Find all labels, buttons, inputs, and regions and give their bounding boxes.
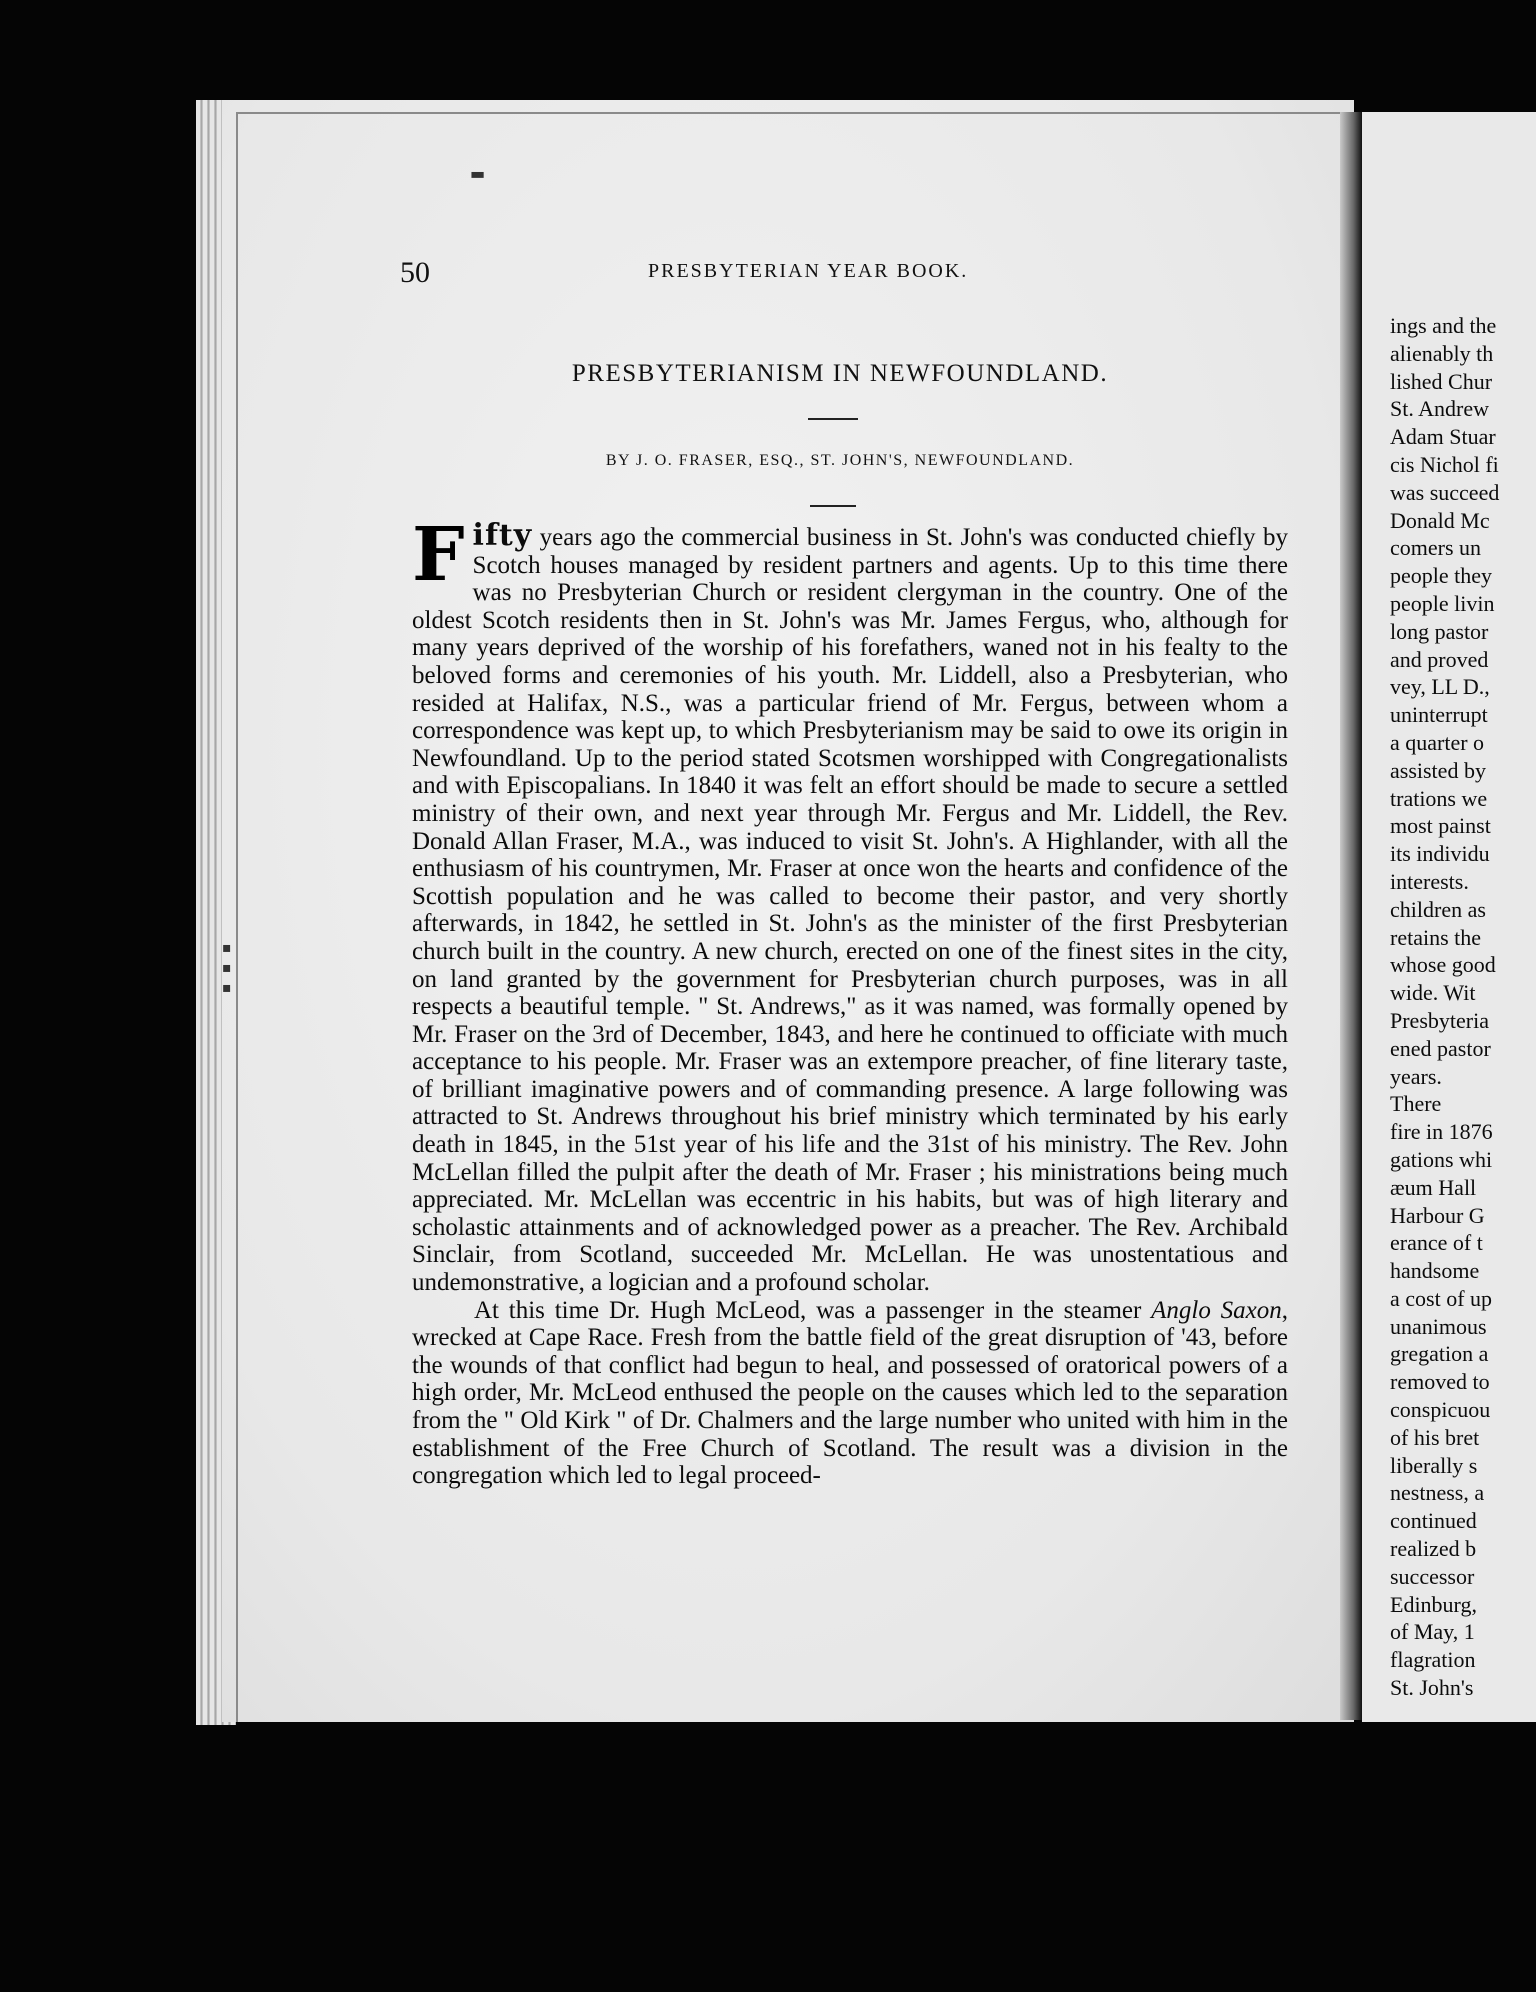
facing-page-line: a cost of up — [1390, 1285, 1493, 1311]
facing-page-line: comers un — [1390, 535, 1482, 561]
facing-page-line: Edinburg, — [1390, 1591, 1477, 1617]
ship-name: Anglo Saxon — [1151, 1296, 1282, 1324]
facing-page-line: liberally s — [1390, 1452, 1478, 1478]
paragraph-1-text: years ago the commercial business in St. John's was conducted chiefly by Scotch houses managed by resident partners and agents. Up to this time there was no Presbyterian Church or resident clergyman in the country. One of the oldest Scotch residents then in St. John's was Mr. James Fergus, who, although for many years deprived of the worship of his forefathers, waned not in his fealty to the beloved forms and ceremonies of his youth. Mr. Liddell, also a Presbyterian, who resided at Halifax, N.S., was a particular friend of Mr. Fergus, between whom a correspondence was kept up, to which Presbyterianism may be said to owe its origin in Newfoundland. Up to the period stated Scotsmen worshipped with Congregationalists and with Episcopalians. In 1840 it was felt an effort should be made to secure a settled ministry of their own, and next year through Mr. Fergus and Mr. Liddell, the Rev. Donald Allan Fraser, M.A., was induced to visit St. John's. A Highlander, with all the enthusiasm of his countrymen, Mr. Fraser at once won the hearts and confidence of the Scottish population and he was called to become their pastor, and very shortly afterwards, in 1842, he settled in St. John's as the minister of the first Presbyterian church built in the country. A new church, erected on one of the finest sites in the city, on land granted by the government for Presbyterian church purposes, was in all respects a beautiful temple. " St. Andrews," as it was named, was formally opened by Mr. Fraser on the 3rd of December, 1843, and here he continued to officiate with much acceptance to his people. Mr. Fraser was an extempore preacher, of fine literary taste, of brilliant imaginative powers and of commanding presence. A large following was attracted to St. Andrews throughout his brief ministry which terminated by his early death in 1845, in the 51st year of his life and the 31st of his ministry. The Rev. John McLellan filled the pulpit after the death of Mr. Fraser ; his ministrations being much appreciated. Mr. McLellan was eccentric in his habits, but was of high literary and scholastic attainments and of acknowledged power as a preacher. The Rev. Archibald Sinclair, from Scotland, succeeded Mr. McLellan. He was unostentatious and undemonstrative, a logician and a profound scholar. — [412, 524, 1288, 1297]
facing-page-line: assisted by — [1390, 757, 1486, 783]
facing-page-line: its individu — [1390, 841, 1490, 867]
title-rule — [808, 418, 858, 420]
page-number: 50 — [400, 256, 430, 289]
ink-speck: ▬ — [470, 164, 486, 183]
facing-page-line: St. Andrew — [1390, 396, 1489, 422]
facing-page-line: vey, LL D., — [1390, 674, 1490, 700]
facing-page-column — [1390, 312, 1536, 1702]
facing-page-line: alienably th — [1390, 340, 1494, 366]
facing-page-line: gregation a — [1390, 1341, 1489, 1367]
facing-page-line: people they — [1390, 563, 1493, 589]
facing-page-line: Adam Stuar — [1390, 424, 1496, 450]
binding-mark: ▪ ▪ ▪ — [222, 940, 232, 996]
facing-page-line: erance of t — [1390, 1230, 1483, 1256]
paragraph-2-text: , wrecked at Cape Race. Fresh from the battle field of the great disruption of '43, before the wounds of that conflict had begun to heal, and possessed of oratorical powers of a high order, Mr. McLeod enthused the people on the causes which led to the separation from the " Old Kirk " of Dr. Chalmers and the large number who united with him in the establishment of the Free Church of Scotland. The result was a division in the congregation which led to legal proceed- — [412, 1296, 1288, 1490]
facing-page-line: and proved — [1390, 646, 1489, 672]
facing-page-line: of May, 1 — [1390, 1619, 1475, 1645]
running-head — [400, 256, 1250, 296]
facing-page-line: interests. — [1390, 868, 1469, 894]
article-body — [412, 512, 1288, 1490]
facing-page-line: unanimous — [1390, 1313, 1487, 1339]
facing-page-line: successor — [1390, 1563, 1475, 1589]
facing-page-line: people livin — [1390, 590, 1495, 616]
running-title: PRESBYTERIAN YEAR BOOK. — [648, 260, 969, 282]
facing-page-line: ings and the — [1390, 313, 1497, 338]
facing-page-line: trations we — [1390, 785, 1488, 811]
facing-page-line: St. John's — [1390, 1675, 1474, 1701]
facing-page-line: whose good — [1390, 952, 1496, 978]
facing-page-line: retains the — [1390, 924, 1482, 950]
facing-page-line: a quarter o — [1390, 729, 1485, 755]
facing-page-line: children as — [1390, 896, 1486, 922]
facing-page — [1362, 112, 1536, 1722]
paragraph-2-start: At this time Dr. Hugh McLeod, was a passenger in the steamer — [474, 1296, 1152, 1324]
byline-rule — [810, 505, 856, 507]
facing-page-line: There — [1390, 1091, 1442, 1117]
facing-page-line: Donald Mc — [1390, 507, 1490, 533]
lead-word-rest: ifty — [472, 518, 533, 553]
facing-page-line: handsome — [1390, 1258, 1480, 1284]
facing-page-line: removed to — [1390, 1369, 1490, 1395]
facing-page-line: continued — [1390, 1508, 1477, 1534]
facing-page-line: years. — [1390, 1063, 1442, 1089]
facing-page-line: cis Nichol fi — [1390, 451, 1499, 477]
facing-page-line: flagration — [1390, 1647, 1476, 1673]
facing-page-line: wide. Wit — [1390, 980, 1476, 1006]
facing-page-line: æum Hall — [1390, 1174, 1477, 1200]
book-spine — [1340, 112, 1362, 1720]
facing-page-line: nestness, a — [1390, 1480, 1485, 1506]
facing-page-line: of his bret — [1390, 1424, 1480, 1450]
byline: BY J. O. FRASER, ESQ., ST. JOHN'S, NEWFOUNDLAND. — [605, 452, 1075, 469]
article-title: PRESBYTERIANISM IN NEWFOUNDLAND. — [571, 360, 1109, 387]
drop-cap: F — [412, 512, 465, 598]
facing-page-line: gations whi — [1390, 1146, 1493, 1172]
paragraph-2 — [412, 1297, 1288, 1490]
facing-page-line: uninterrupt — [1390, 702, 1488, 728]
facing-page-line: Harbour G — [1390, 1202, 1485, 1228]
facing-page-line: Presbyteria — [1390, 1007, 1489, 1033]
facing-page-line: was succeed — [1390, 479, 1500, 505]
facing-page-line: conspicuou — [1390, 1397, 1491, 1423]
facing-page-line: lished Chur — [1390, 368, 1493, 394]
facing-page-line: fire in 1876 — [1390, 1119, 1493, 1145]
facing-page-line: ened pastor — [1390, 1035, 1491, 1061]
facing-page-line: realized b — [1390, 1536, 1477, 1562]
facing-page-line: most painst — [1390, 813, 1491, 839]
paragraph-1 — [412, 512, 1288, 1297]
facing-page-line: long pastor — [1390, 618, 1489, 644]
